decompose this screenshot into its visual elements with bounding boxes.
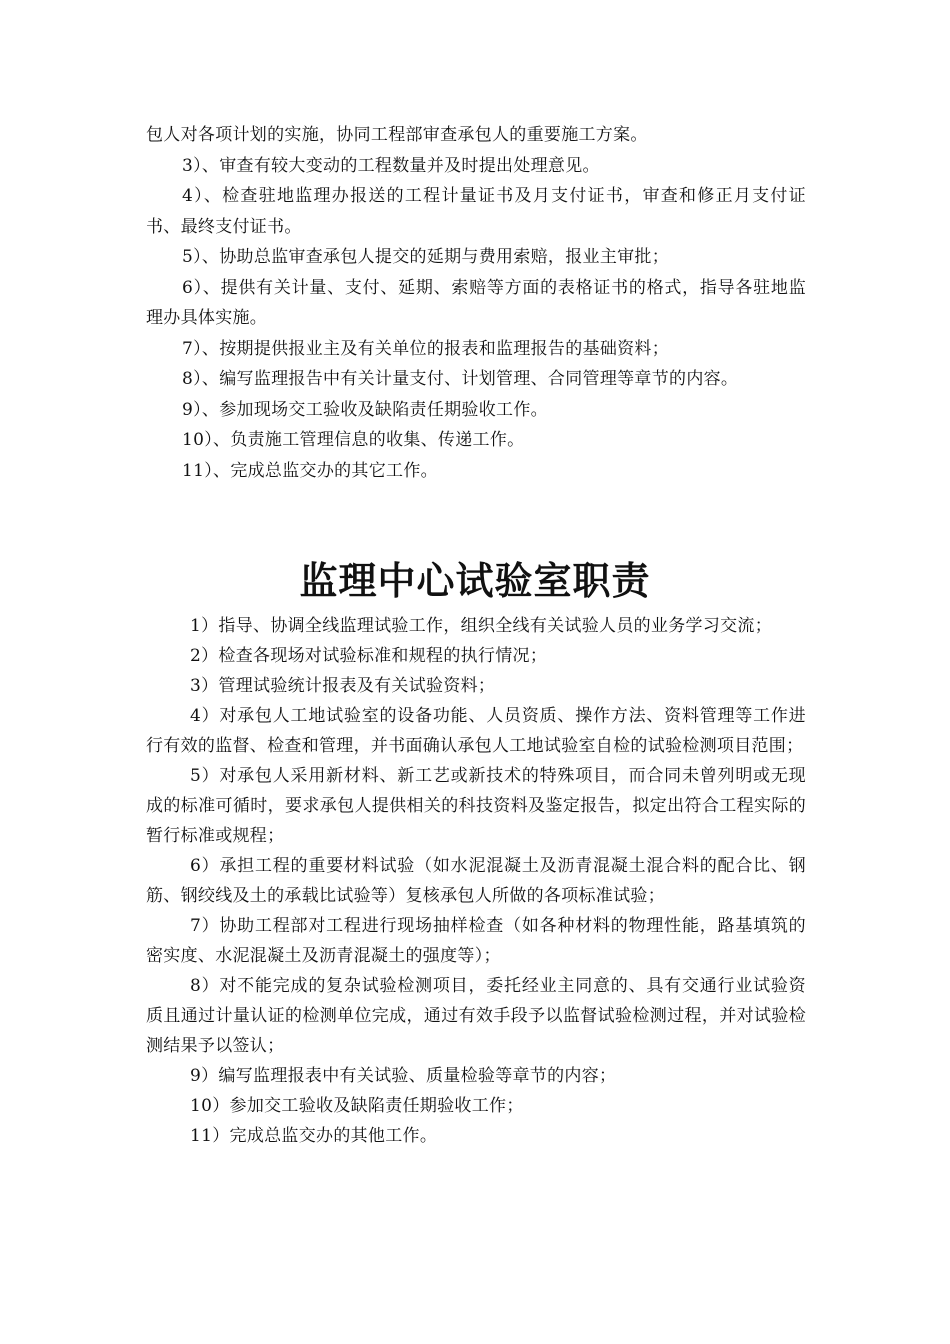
duty-item-8: 8）、编写监理报告中有关计量支付、计划管理、合同管理等章节的内容。: [182, 369, 739, 389]
duty-item-6: 6）、提供有关计量、支付、延期、索赔等方面的表格证书的格式，指导各驻地监理办具体实施。: [146, 277, 806, 328]
lab-duties-section: [146, 611, 806, 1151]
lab-duty-item-5: 5）对承包人采用新材料、新工艺或新技术的特殊项目，而合同未曾列明或无现成的标准可循时，要求承包人提供相关的科技资料及鉴定报告，拟定出符合工程实际的暂行标准或规程；: [146, 766, 806, 846]
lab-duty-item-3: 3）管理试验统计报表及有关试验资料；: [190, 676, 496, 696]
section-title: 监理中心试验室职责: [299, 559, 651, 603]
lab-duty-item-11: 11）完成总监交办的其他工作。: [190, 1126, 438, 1146]
duty-item-7: 7）、按期提供报业主及有关单位的报表和监理报告的基础资料；: [182, 338, 670, 359]
duty-item-3: 3）、审查有较大变动的工程数量并及时提出处理意见。: [182, 155, 600, 176]
duties-continued-section: [146, 120, 806, 486]
paragraph-continuation: 包人对各项计划的实施，协同工程部审查承包人的重要施工方案。: [146, 125, 648, 145]
duty-item-5: 5）、协助总监审查承包人提交的延期与费用索赔，报业主审批；: [182, 247, 670, 267]
duty-item-10: 10）、负责施工管理信息的收集、传递工作。: [182, 430, 525, 450]
lab-duty-item-4: 4）对承包人工地试验室的设备功能、人员资质、操作方法、资料管理等工作进行有效的监督、检查和管理，并书面确认承包人工地试验室自检的试验检测项目范围；: [146, 706, 806, 756]
lab-duty-item-10: 10）参加交工验收及缺陷责任期验收工作；: [190, 1096, 524, 1116]
lab-duty-item-8: 8）对不能完成的复杂试验检测项目，委托经业主同意的、具有交通行业试验资质且通过计量认证的检测单位完成，通过有效手段予以监督试验检测过程，并对试验检测结果予以签认；: [146, 976, 806, 1056]
duty-item-4: 4）、检查驻地监理办报送的工程计量证书及月支付证书，审查和修正月支付证书、最终支付证书。: [146, 186, 806, 237]
duty-item-9: 9）、参加现场交工验收及缺陷责任期验收工作。: [182, 399, 548, 420]
lab-duty-item-6: 6）承担工程的重要材料试验（如水泥混凝土及沥青混凝土混合料的配合比、钢筋、钢绞线及土的承载比试验等）复核承包人所做的各项标准试验；: [146, 856, 806, 906]
lab-duty-item-7: 7）协助工程部对工程进行现场抽样检查（如各种材料的物理性能，路基填筑的密实度、水泥混凝土及沥青混凝土的强度等）；: [146, 916, 806, 966]
lab-duty-item-1: 1）指导、协调全线监理试验工作，组织全线有关试验人员的业务学习交流；: [190, 616, 773, 636]
duty-item-11: 11）、完成总监交办的其它工作。: [182, 460, 438, 481]
lab-duty-item-2: 2）检查各现场对试验标准和规程的执行情况；: [190, 646, 548, 666]
lab-duty-item-9: 9）编写监理报表中有关试验、质量检验等章节的内容；: [190, 1066, 617, 1086]
